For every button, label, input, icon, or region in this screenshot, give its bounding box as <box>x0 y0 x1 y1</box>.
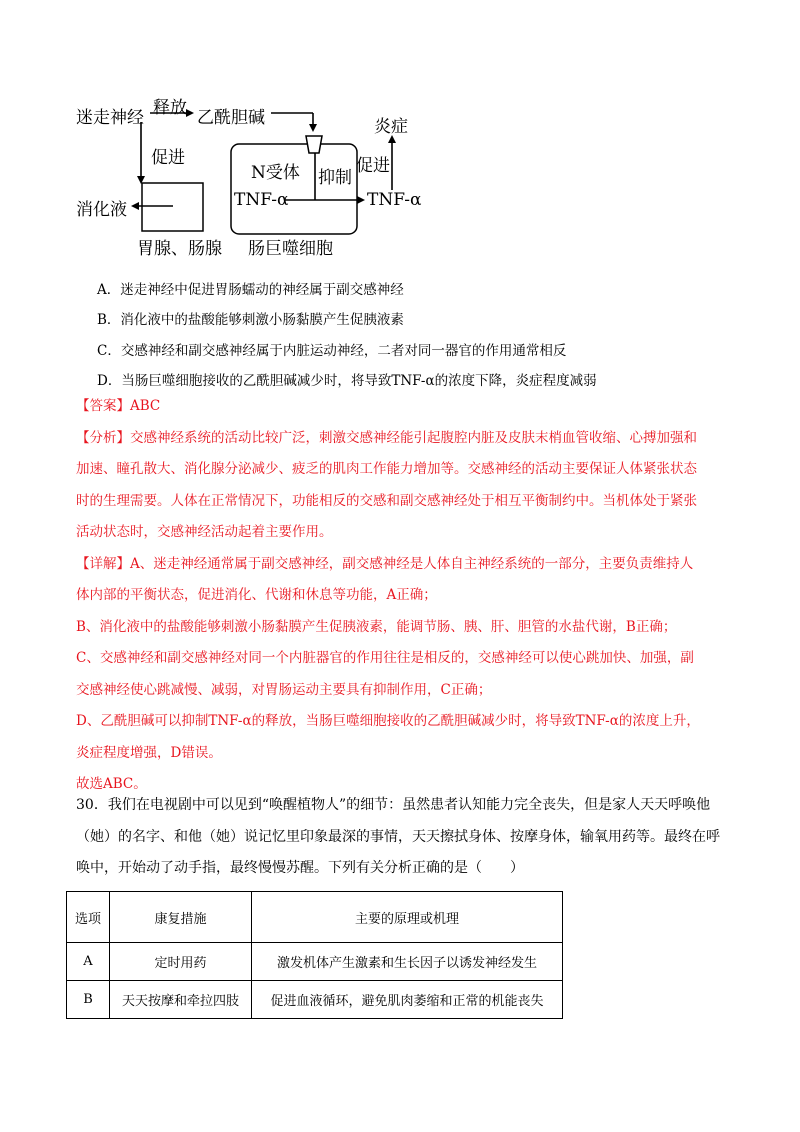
measures-table <box>66 891 563 1019</box>
option-letter: B． <box>97 312 121 328</box>
analysis-text: 交感神经系统的活动比较广泛，刺激交感神经能引起腹腔内脏及皮肤末梢血管收缩、心搏加强和 <box>130 429 697 446</box>
label-vagus-nerve: 迷走神经 <box>76 108 144 128</box>
answer-value: ABC <box>130 398 161 414</box>
detail-line: C、交感神经和副交感神经对同一个内脏器官的作用往往是相反的，交感神经可以使心跳加快、加强，副 <box>76 650 694 666</box>
table-header-row <box>67 892 563 943</box>
option-text: 迷走神经中促进胃肠蠕动的神经属于副交感神经 <box>120 282 404 298</box>
option-text: 交感神经和副交感神经属于内脏运动神经，二者对同一器官的作用通常相反 <box>120 343 567 359</box>
table-row <box>67 981 563 1019</box>
detail-line: 体内部的平衡状态，促进消化、代谢和休息等功能，A正确； <box>76 587 437 603</box>
table-header-cell: 主要的原理或机理 <box>252 892 563 943</box>
label-n-receptor: N受体 <box>251 163 300 183</box>
question-30 <box>76 790 726 885</box>
label-promote-left: 促进 <box>151 148 185 168</box>
table-header-cell: 选项 <box>67 892 110 943</box>
label-promote-right: 促进 <box>356 156 390 176</box>
option-text: 消化液中的盐酸能够刺激小肠黏膜产生促胰液素 <box>120 312 404 328</box>
analysis-line: 活动状态时，交感神经活动起着主要作用。 <box>76 524 333 540</box>
label-tnf-outer: TNF-α <box>367 190 422 210</box>
answer-line <box>76 391 700 423</box>
detail-line: 交感神经使心跳减慢、减弱，对胃肠运动主要具有抑制作用，C正确； <box>76 681 492 698</box>
option-d <box>97 369 597 389</box>
table-cell: 促进血液循环，避免肌肉萎缩和正常的机能丧失 <box>252 981 563 1019</box>
option-text: 当肠巨噬细胞接收的乙酰胆碱减少时，将导致TNF-α的浓度下降，炎症程度减弱 <box>121 373 597 389</box>
analysis-tag: 【分析】 <box>76 429 130 446</box>
label-glands: 胃腺、肠腺 <box>137 239 222 259</box>
table-cell: 定时用药 <box>110 943 252 981</box>
option-letter: C． <box>97 343 121 359</box>
option-b <box>97 308 404 328</box>
option-letter: D． <box>97 373 122 389</box>
label-macrophage: 肠巨噬细胞 <box>248 239 333 259</box>
detail-tag: 【详解】 <box>76 555 130 572</box>
table-cell: 激发机体产生激素和生长因子以诱发神经发生 <box>252 943 563 981</box>
option-a <box>97 278 404 298</box>
detail-line: D、乙酰胆碱可以抑制TNF-α的释放，当肠巨噬细胞接收的乙酰胆碱减少时，将导致TNF-α的浓度上升， <box>76 713 700 729</box>
label-inhibit: 抑制 <box>318 168 352 188</box>
option-c <box>97 339 566 359</box>
table-cell: 天天按摩和牵拉四肢 <box>110 981 252 1019</box>
question-text: 我们在电视剧中可以见到“唤醒植物人”的细节：虽然患者认知能力完全丧失，但是家人天天呼唤他 <box>107 797 711 813</box>
label-release: 释放 <box>153 98 187 118</box>
label-acetylcholine: 乙酰胆碱 <box>197 108 265 128</box>
question-line <box>76 790 726 822</box>
question-line: （她）的名字、和他（她）说记忆里印象最深的事情，天天擦拭身体、按摩身体，输氧用药等。最终在呼 <box>76 828 720 845</box>
label-digestive-fluid: 消化液 <box>76 200 127 220</box>
analysis-line: 加速、瞳孔散大、消化腺分泌减少、疲乏的肌肉工作能力增加等。交感神经的活动主要保证人体紧张状态 <box>76 461 697 477</box>
label-tnf-inner: TNF-α <box>234 190 289 210</box>
answer-section <box>76 391 700 801</box>
detail-line: 故选ABC。 <box>76 776 147 792</box>
detail-line: B、消化液中的盐酸能够刺激小肠黏膜产生促胰液素，能调节肠、胰、肝、胆管的水盐代谢，B正确； <box>76 618 677 635</box>
analysis-line: 时的生理需要。人体在正常情况下，功能相反的交感和副交感神经处于相互平衡制约中。当机体处于紧张 <box>76 492 697 509</box>
table-header-cell: 康复措施 <box>110 892 252 943</box>
detail-line: 炎症程度增强，D错误。 <box>76 744 222 761</box>
detail-line <box>76 549 700 581</box>
detail-text: A、迷走神经通常属于副交感神经，副交感神经是人体自主神经系统的一部分，主要负责维持人 <box>130 555 694 572</box>
analysis-line <box>76 423 700 455</box>
option-letter: A． <box>97 282 121 298</box>
table-row <box>67 943 563 981</box>
question-line: 唤中，开始动了动手指，最终慢慢苏醒。下列有关分析正确的是（ ） <box>76 860 524 876</box>
question-number: 30． <box>76 797 108 813</box>
answer-tag: 【答案】 <box>76 398 130 414</box>
table-cell: A <box>67 943 110 981</box>
label-inflammation: 炎症 <box>374 117 408 137</box>
table-cell: B <box>67 981 110 1019</box>
